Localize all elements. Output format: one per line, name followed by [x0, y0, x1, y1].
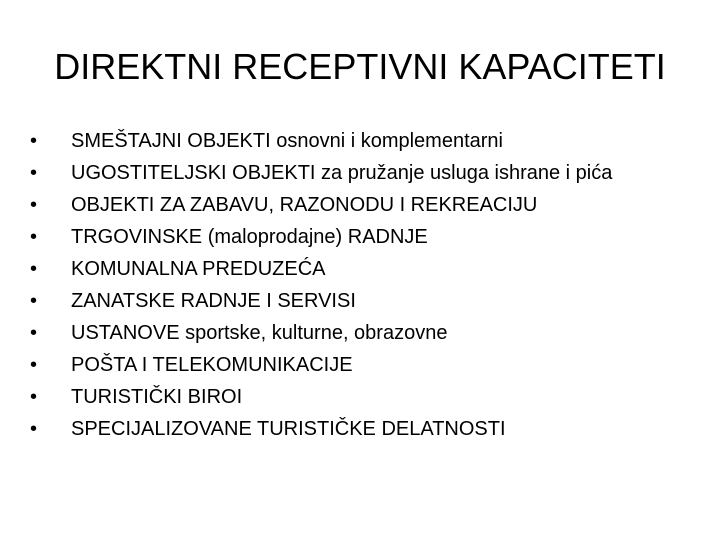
- bullet-icon: •: [30, 418, 38, 440]
- list-item-text: POŠTA I TELEKOMUNIKACIJE: [71, 354, 353, 376]
- list-item: [30, 224, 690, 250]
- list-item: [30, 256, 690, 282]
- list-item: [30, 288, 690, 314]
- list-item: [30, 192, 690, 218]
- list-item: [30, 128, 690, 154]
- list-item-text: SPECIJALIZOVANE TURISTIČKE DELATNOSTI: [71, 418, 506, 440]
- list-item: [30, 384, 690, 410]
- list-item-text: OBJEKTI ZA ZABAVU, RAZONODU I REKREACIJU: [71, 194, 538, 216]
- list-item-text: KOMUNALNA PREDUZEĆA: [71, 258, 326, 280]
- list-item: [30, 416, 690, 442]
- list-item-text: TURISTIČKI BIROI: [71, 386, 243, 408]
- list-item: [30, 320, 690, 346]
- bullet-list: [30, 128, 690, 448]
- bullet-icon: •: [30, 386, 38, 408]
- list-item: [30, 352, 690, 378]
- list-item-text: TRGOVINSKE (maloprodajne) RADNJE: [71, 226, 428, 248]
- bullet-icon: •: [30, 322, 38, 344]
- bullet-icon: •: [30, 290, 38, 312]
- bullet-icon: •: [30, 130, 38, 152]
- list-item: [30, 160, 690, 186]
- bullet-icon: •: [30, 354, 38, 376]
- list-item-text: SMEŠTAJNI OBJEKTI osnovni i komplementarni: [71, 130, 503, 152]
- list-item-text: ZANATSKE RADNJE I SERVISI: [71, 290, 356, 312]
- bullet-icon: •: [30, 258, 38, 280]
- bullet-icon: •: [30, 226, 38, 248]
- list-item-text: UGOSTITELJSKI OBJEKTI za pružanje usluga ishrane i pića: [71, 162, 613, 184]
- list-item-text: USTANOVE sportske, kulturne, obrazovne: [71, 322, 448, 344]
- bullet-icon: •: [30, 162, 38, 184]
- slide-title: DIREKTNI RECEPTIVNI KAPACITETI: [54, 46, 666, 87]
- bullet-icon: •: [30, 194, 38, 216]
